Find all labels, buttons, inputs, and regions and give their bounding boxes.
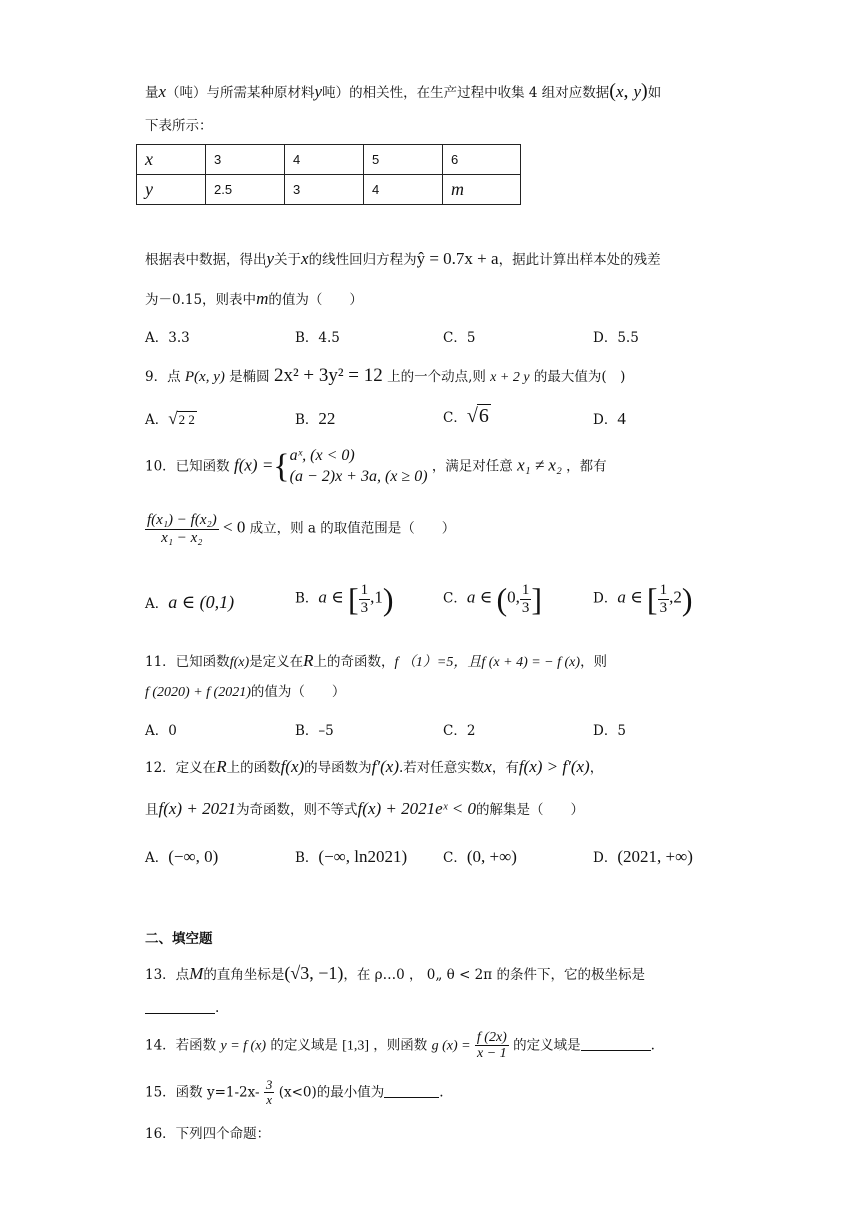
table-cell: 4 [285, 145, 364, 175]
q14-line: 14．若函数 y = f (x) 的定义域是 [1,3] ，则函数 g (x) = $\frac{f (2x)}{x - 1}$ 的定义域是 . [145, 1030, 655, 1062]
q8-line3: 根据表中数据，得出y关于x的线性回归方程为ŷ = 0.7x + a，据此计算出样本处的残差 [145, 249, 661, 268]
table-cell: 6 [443, 145, 521, 175]
table-cell: 2.5 [206, 175, 285, 205]
q13-line1: 13．点M的直角坐标是(√3, −1)，在 ρ…0 ， 0„ θ < 2π 的条件下，它的极坐标是 [145, 963, 645, 983]
q12-line1: 12．定义在R上的函数f(x)的导函数为f′(x).若对任意实数x，有f(x) > f′(x)， [145, 757, 604, 776]
answer-blank[interactable] [384, 1097, 439, 1098]
data-table [136, 144, 521, 205]
q15-line: 15．函数 y=1-2x- $\frac{3}{x}$ (x<0)的最小值为 . [145, 1077, 444, 1108]
q10-option-d: D．a ∈ [ $\frac{1}{3}$ ,2) [593, 581, 693, 617]
answer-blank[interactable] [581, 1050, 651, 1051]
q10-line1: 10．已知函数 f(x) ={ aˣ, (x < 0) (a − 2)x + 3a, (x ≥ 0) ，满足对任意 x₁ ≠ x₂ ，都有 [145, 447, 607, 485]
q12-line2: 且f(x) + 2021为奇函数，则不等式f(x) + 2021eˣ < 0的解集是（ ） [145, 799, 584, 818]
section-heading: 二、填空题 [145, 931, 213, 946]
q16-line: 16．下列四个命题： [145, 1126, 271, 1142]
table-cell: 3 [206, 145, 285, 175]
q11-option-d: D．5 [593, 723, 626, 739]
q11-line2: f (2020) + f (2021)的值为（ ） [145, 684, 346, 700]
table-row [137, 175, 521, 205]
table-header-y: y [137, 175, 206, 205]
q9-line: 9．点 P(x, y) 是椭圆 2x² + 3y² = 12 上的一个动点,则 x + 2 y 的最大值为( ) [145, 365, 626, 386]
q8-line2: 下表所示： [145, 118, 213, 134]
q12-option-c: C．(0, +∞) [443, 847, 517, 866]
q11-option-a: A．0 [145, 723, 177, 739]
table-cell: m [443, 175, 521, 205]
q12-option-d: D．(2021, +∞) [593, 847, 693, 866]
q13-line2: . [145, 1000, 219, 1018]
answer-blank[interactable] [145, 1013, 215, 1014]
q8-line4: 为－0.15，则表中m的值为（ ） [145, 289, 363, 308]
q9-option-a: A．√2 2 [145, 409, 195, 428]
table-cell: 4 [364, 175, 443, 205]
q9-option-c: C．√6 [443, 405, 489, 427]
q12-option-b: B．(−∞, ln2021) [295, 847, 408, 866]
q9-option-b: B．22 [295, 409, 336, 428]
q8-option-c: C．5 [443, 330, 476, 346]
table-cell: 5 [364, 145, 443, 175]
q11-option-c: C．2 [443, 723, 476, 739]
q8-line1: 量x（吨）与所需某种原材料y吨）的相关性，在生产过程中收集 4 组对应数据(x, y)如 [145, 80, 662, 102]
q10-option-c: C．a ∈ (0, $\frac{1}{3}$ ] [443, 581, 542, 617]
q10-option-b: B．a ∈ [ $\frac{1}{3}$ ,1) [295, 581, 394, 617]
q8-option-a: A．3.3 [145, 330, 190, 346]
q10-line2: $\frac{\text{f(x₁) − f(x₂)}}{\text{x₁ − x₂}}$ < 0 成立，则 a 的取值范围是（ ） [147, 512, 456, 546]
q8-option-d: D．5.5 [593, 330, 639, 346]
table-row [137, 145, 521, 175]
q11-option-b: B．–5 [295, 723, 334, 739]
q11-line1: 11．已知函数f(x)是定义在R上的奇函数，f （1）=5，且f (x + 4) = − f (x)，则 [145, 651, 608, 670]
q12-option-a: A．(−∞, 0) [145, 847, 219, 866]
q10-option-a: A．a ∈ (0,1) [145, 592, 235, 612]
q9-option-d: D．4 [593, 409, 626, 428]
table-cell: 3 [285, 175, 364, 205]
q8-option-b: B．4.5 [295, 330, 340, 346]
table-header-x: x [137, 145, 206, 175]
